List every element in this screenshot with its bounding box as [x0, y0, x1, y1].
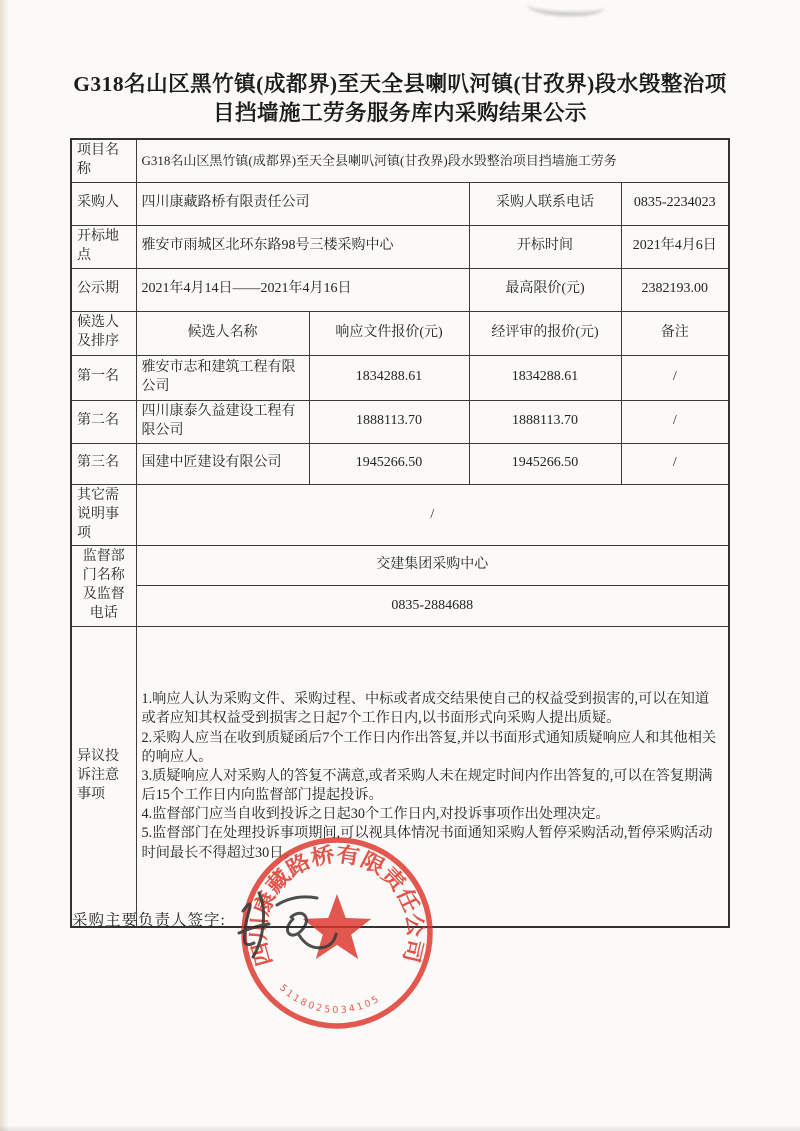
table-row-candidate-1 — [71, 355, 729, 400]
cell-name-1: 雅安市志和建筑工程有限公司 — [136, 355, 309, 400]
cell-value-period: 2021年4月14日——2021年4月16日 — [136, 268, 469, 311]
objection-item-3: 3.质疑响应人对采购人的答复不满意,或者采购人未在规定时间内作出答复的,可以在答复期满后15个工作日内向监督部门提起投诉。 — [141, 767, 713, 804]
page-title-line1: G318名山区黑竹镇(成都界)至天全县喇叭河镇(甘孜界)段水毁整治项 — [73, 72, 727, 96]
procurement-result-table — [70, 138, 730, 928]
cell-label-purchaser: 采购人 — [71, 182, 136, 225]
cell-label-max-price: 最高限价(元) — [469, 268, 621, 311]
cell-value-other-notes: / — [136, 484, 729, 546]
cell-remark-3: / — [621, 443, 729, 484]
signature-line — [72, 908, 226, 930]
row-project-name — [71, 139, 729, 182]
col-header-rank: 候选人及排序 — [71, 311, 136, 355]
cell-label-open-time: 开标时间 — [469, 225, 621, 268]
cell-remark-2: / — [621, 400, 729, 443]
objection-item-1: 1.响应人认为采购文件、采购过程、中标或者成交结果使自己的权益受到损害的,可以在知道或者应知其权益受到损害之日起7个工作日内,以书面形式向采购人提出质疑。 — [141, 691, 710, 727]
cell-label-purchaser-phone: 采购人联系电话 — [469, 182, 621, 225]
cell-rank-2: 第二名 — [71, 400, 136, 443]
cell-label-location: 开标地点 — [71, 225, 136, 268]
cell-value-max-price: 2382193.00 — [621, 268, 729, 311]
cell-rank-3: 第三名 — [71, 443, 136, 484]
row-supervision-name — [71, 546, 729, 586]
cell-evaluated-2: 1888113.70 — [469, 400, 621, 443]
cell-bid-1: 1834288.61 — [309, 355, 469, 400]
col-header-name: 候选人名称 — [136, 311, 309, 355]
cell-label-objection: 异议投诉注意事项 — [71, 627, 136, 928]
cell-evaluated-3: 1945266.50 — [469, 443, 621, 484]
row-bid-opening — [71, 225, 729, 268]
seal-star — [303, 894, 371, 959]
row-candidate-header — [71, 311, 729, 355]
cell-bid-3: 1945266.50 — [309, 443, 469, 484]
cell-label-supervision: 监督部门名称及监督电话 — [71, 546, 136, 627]
scan-edge-shadow — [0, 0, 9, 1131]
table-row-candidate-2 — [71, 400, 729, 443]
cell-value-location: 雅安市雨城区北环东路98号三楼采购中心 — [136, 225, 469, 268]
cell-label-period: 公示期 — [71, 268, 136, 311]
col-header-remark: 备注 — [621, 311, 729, 355]
company-seal — [225, 833, 440, 1038]
cell-supervision-name: 交建集团采购中心 — [136, 546, 729, 586]
scan-edge-shadow-bottom — [0, 1125, 800, 1131]
cell-evaluated-1: 1834288.61 — [469, 355, 621, 400]
cell-label-other-notes: 其它需说明事项 — [71, 484, 136, 546]
cell-remark-1: / — [621, 355, 729, 400]
cell-value-purchaser-phone: 0835-2234023 — [621, 182, 729, 225]
objection-item-5: 5.监督部门在处理投诉事项期间,可以视具体情况书面通知采购人暂停采购活动,暂停采购活动时间最长不得超过30日。 — [141, 825, 713, 861]
cell-supervision-phone: 0835-2884688 — [136, 586, 729, 627]
col-header-bid: 响应文件报价(元) — [309, 311, 469, 355]
col-header-evaluated: 经评审的报价(元) — [469, 311, 621, 355]
seal-number-text: 5118025034105 — [277, 982, 383, 1017]
seal-company-text: 四川康藏路桥有限责任公司 — [246, 842, 428, 969]
table-row-candidate-3 — [71, 443, 729, 484]
page-title — [0, 70, 800, 128]
row-supervision-phone — [71, 586, 729, 627]
cell-name-3: 国建中匠建设有限公司 — [136, 443, 309, 484]
signature-label: 采购主要负责人签字: — [72, 912, 226, 929]
cell-label-project: 项目名称 — [71, 139, 136, 182]
cell-value-open-time: 2021年4月6日 — [621, 225, 729, 268]
row-other-notes — [71, 484, 729, 546]
cell-name-2: 四川康泰久益建设工程有限公司 — [136, 400, 309, 443]
page-title-line2: 目挡墙施工劳务服务库内采购结果公示 — [212, 101, 587, 126]
objection-item-4: 4.监督部门应当自收到投诉之日起30个工作日内,对投诉事项作出处理决定。 — [141, 806, 610, 823]
cell-value-project: G318名山区黑竹镇(成都界)至天全县喇叭河镇(甘孜界)段水毁整治项目挡墙施工劳务 — [136, 139, 729, 182]
cell-bid-2: 1888113.70 — [309, 400, 469, 443]
scan-artifact — [527, 0, 606, 17]
cell-rank-1: 第一名 — [71, 355, 136, 400]
objection-item-2: 2.采购人应当在收到质疑函后7个工作日内作出答复,并以书面形式通知质疑响应人和其他相关的响应人。 — [141, 729, 717, 765]
cell-value-purchaser: 四川康藏路桥有限责任公司 — [136, 182, 469, 225]
row-purchaser — [71, 182, 729, 225]
row-publicity-period — [71, 268, 729, 311]
